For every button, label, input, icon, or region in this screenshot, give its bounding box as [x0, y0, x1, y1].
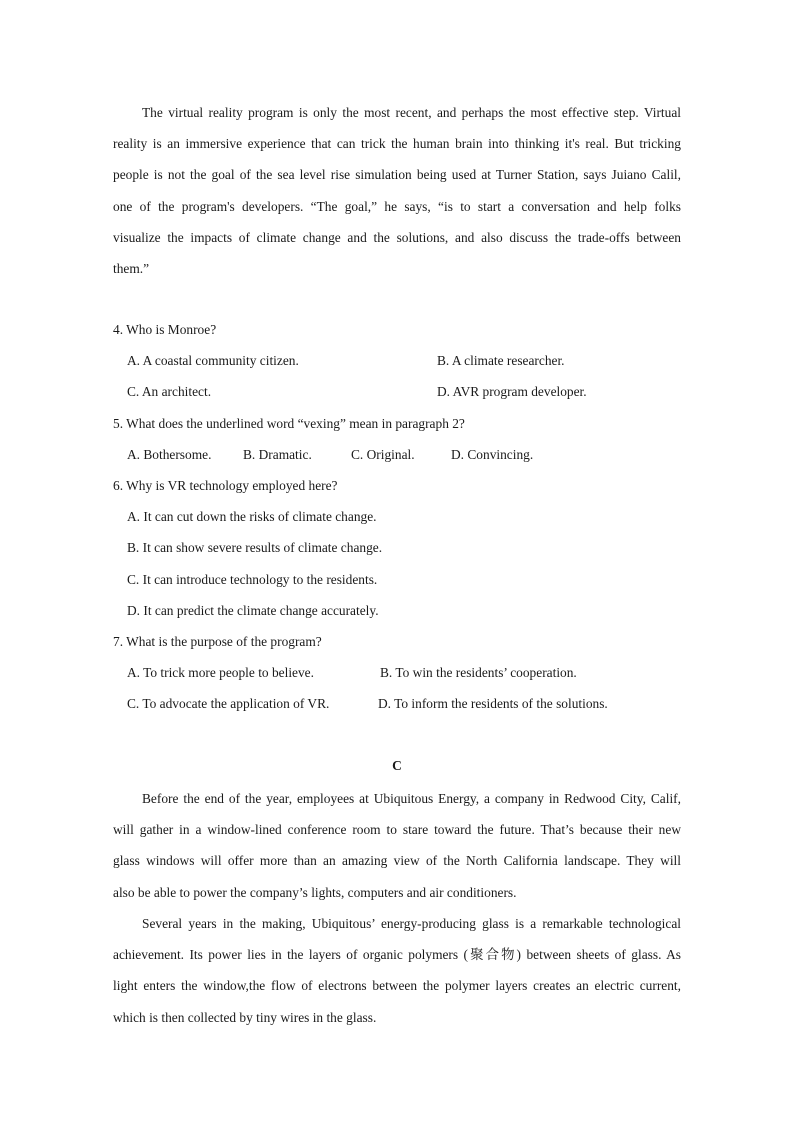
passage-line: will gather in a window-lined conference room to stare toward the future. That’s because their new: [113, 822, 681, 838]
passage-line: glass windows will offer more than an amazing view of the North California landscape. They will: [113, 853, 681, 869]
question-5-option-d: D. Convincing.: [451, 447, 534, 462]
question-5-option-a: A. Bothersome.: [127, 447, 212, 462]
question-7-option-a: A. To trick more people to believe.: [127, 665, 314, 680]
question-6-option-a: A. It can cut down the risks of climate change.: [127, 509, 377, 524]
question-6-option-d: D. It can predict the climate change accurately.: [127, 603, 379, 618]
question-4-stem: 4. Who is Monroe?: [113, 322, 217, 337]
passage-line: visualize the impacts of climate change and the solutions, and also discuss the trade-offs between: [113, 229, 681, 245]
section-c-title: C: [392, 758, 402, 773]
question-7-option-b: B. To win the residents’ cooperation.: [380, 665, 577, 680]
question-5-option-c: C. Original.: [351, 447, 415, 462]
passage-line: Several years in the making, Ubiquitous’ energy-producing glass is a remarkable technological: [142, 916, 681, 931]
question-6-stem: 6. Why is VR technology employed here?: [113, 478, 338, 493]
passage-line: which is then collected by tiny wires in the glass.: [113, 1009, 377, 1025]
question-7-stem: 7. What is the purpose of the program?: [113, 634, 322, 649]
passage-line: people is not the goal of the sea level rise simulation being used at Turner Station, says Juiano Calil,: [113, 167, 681, 183]
passage-line: Before the end of the year, employees at Ubiquitous Energy, a company in Redwood City, Calif,: [142, 791, 681, 806]
question-4-option-c: C. An architect.: [127, 384, 212, 399]
section-c-paragraph-1: [113, 783, 681, 908]
passage-line: them.”: [113, 260, 150, 276]
question-5-option-b: B. Dramatic.: [243, 447, 312, 462]
question-5-stem: 5. What does the underlined word “vexing” mean in paragraph 2?: [113, 416, 465, 431]
question-4-option-d: D. AVR program developer.: [437, 384, 587, 399]
question-6-option-b: B. It can show severe results of climate change.: [127, 540, 383, 555]
question-4-option-b: B. A climate researcher.: [437, 353, 565, 368]
passage-line: The virtual reality program is only the most recent, and perhaps the most effective step. Virtual: [142, 105, 681, 120]
passage-line: one of the program's developers. “The goal,” he says, “is to start a conversation and help folks: [113, 198, 681, 214]
section-c-paragraph-2: [113, 908, 681, 1033]
passage-line: achievement. Its power lies in the layers of organic polymers (聚合物) between sheets of glass. As: [113, 947, 681, 963]
question-7-option-c: C. To advocate the application of VR.: [127, 696, 330, 711]
question-6-option-c: C. It can introduce technology to the residents.: [127, 572, 378, 587]
question-4-option-a: A. A coastal community citizen.: [127, 353, 299, 368]
passage-line: reality is an immersive experience that can trick the human brain into thinking it's real. But tricking: [113, 136, 681, 152]
passage-line: also be able to power the company’s lights, computers and air conditioners.: [113, 884, 517, 900]
question-7-option-d: D. To inform the residents of the solutions.: [378, 696, 608, 711]
passage-b-final-paragraph: [113, 97, 681, 284]
passage-line: light enters the window,the flow of electrons between the polymer layers creates an electric current,: [113, 978, 681, 994]
